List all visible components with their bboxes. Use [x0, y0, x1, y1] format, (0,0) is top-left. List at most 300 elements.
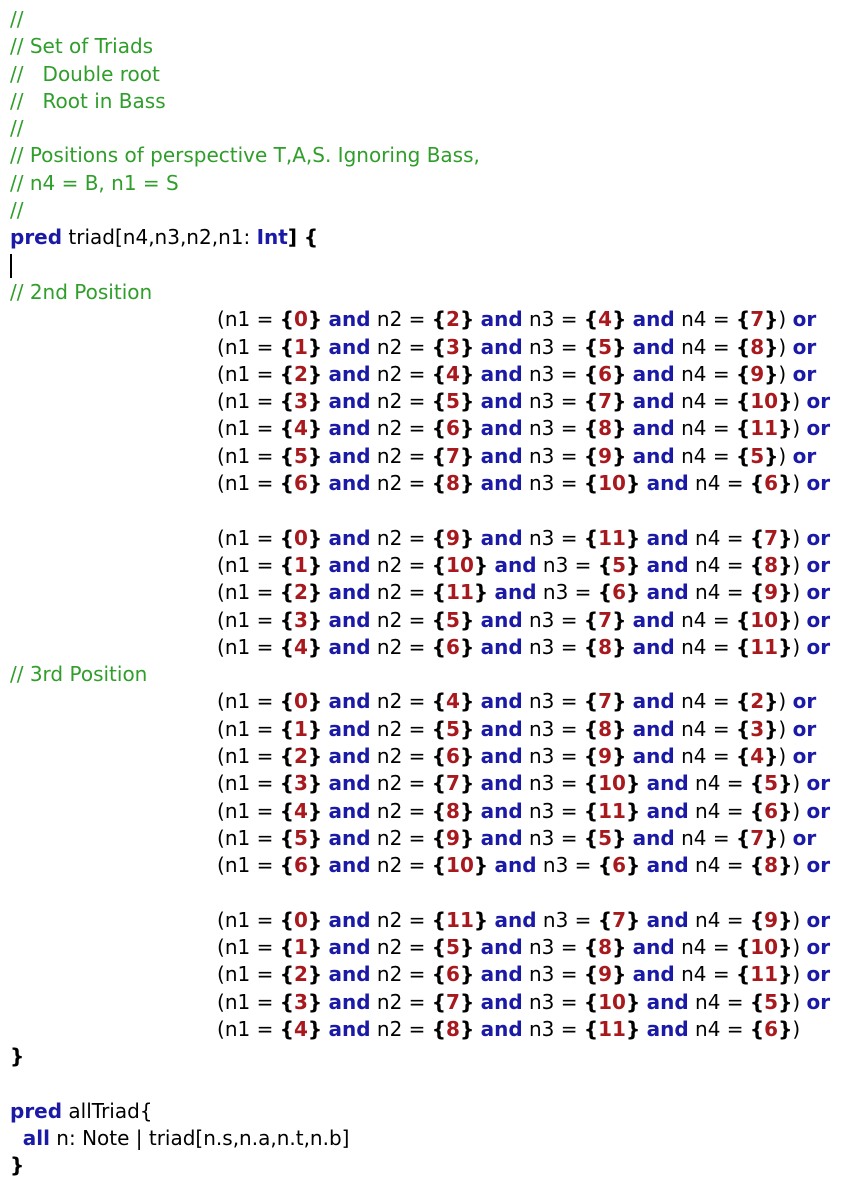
constraint-row: (n1 = {5} and n2 = {9} and n3 = {5} and n4 = {7}) or — [217, 825, 817, 850]
brace-close: } — [307, 525, 323, 550]
note-value: 8 — [598, 716, 613, 741]
var-name: n2 — [376, 634, 403, 659]
brace-open: { — [431, 389, 447, 414]
and-keyword: and — [480, 634, 523, 659]
var-name: n1 — [224, 607, 251, 632]
brace-open: { — [431, 935, 447, 960]
constraint-row: (n1 = {3} and n2 = {7} and n3 = {10} and n4 = {5}) or — [217, 771, 831, 796]
paren-close: ) — [792, 1016, 801, 1041]
and-keyword: and — [632, 825, 675, 850]
var-name: n3 — [529, 825, 555, 850]
brace-open: { — [749, 798, 765, 823]
brace-open: { — [749, 471, 765, 496]
var-name: n3 — [529, 989, 555, 1014]
note-value: 8 — [446, 798, 460, 823]
var-name: n1 — [224, 825, 251, 850]
or-keyword: or — [792, 689, 817, 714]
var-name: n2 — [376, 689, 403, 714]
note-value: 10 — [598, 989, 626, 1014]
brace-close: } — [459, 471, 475, 496]
brace-close: } — [625, 771, 641, 796]
and-keyword: and — [480, 989, 523, 1014]
int-type: Int — [256, 225, 288, 250]
brace-open: { — [749, 907, 765, 932]
triad-signature: triad[n4,n3,n2,n1: — [62, 225, 257, 250]
brace-open: { — [735, 716, 751, 741]
paren-close: ) — [792, 771, 801, 796]
brace-close: } — [778, 389, 793, 414]
var-name: n3 — [529, 389, 555, 414]
var-name: n3 — [529, 716, 555, 741]
paren-open: ( — [217, 580, 225, 605]
note-value: 8 — [764, 853, 779, 878]
brace-open: { — [431, 825, 447, 850]
var-name: n1 — [224, 689, 251, 714]
var-name: n4 — [695, 771, 721, 796]
brace-open: { — [279, 989, 294, 1014]
brace-open: { — [279, 443, 294, 468]
and-keyword: and — [632, 334, 675, 359]
note-value: 7 — [598, 607, 613, 632]
brace-open: { — [431, 771, 447, 796]
brace-close: } — [307, 307, 323, 332]
constraint-row: (n1 = {5} and n2 = {7} and n3 = {9} and n4 = {5}) or — [217, 443, 817, 468]
and-keyword: and — [480, 962, 523, 987]
brace-close: } — [307, 935, 323, 960]
brace-close: } — [625, 1016, 641, 1041]
brace-close: } — [778, 607, 793, 632]
brace-open: { — [431, 798, 447, 823]
var-name: n1 — [224, 634, 251, 659]
var-name: n4 — [681, 962, 707, 987]
brace-close: } — [307, 334, 323, 359]
brace-close: } — [307, 962, 323, 987]
brace-open: { — [279, 416, 294, 441]
paren-open: ( — [217, 989, 225, 1014]
paren-open: ( — [217, 361, 225, 386]
brace-close: } — [307, 361, 323, 386]
brace-open: { — [583, 744, 599, 769]
var-name: n1 — [224, 1016, 251, 1041]
caret-line[interactable] — [10, 252, 840, 279]
code-editor[interactable] — [10, 6, 840, 1180]
and-keyword: and — [328, 771, 371, 796]
brace-close: } — [459, 989, 475, 1014]
and-keyword: and — [494, 907, 537, 932]
brace-close: } — [459, 334, 475, 359]
comment-line: // Set of Triads — [10, 34, 154, 59]
constraint-row: (n1 = {6} and n2 = {10} and n3 = {6} and n4 = {8}) or — [217, 853, 831, 878]
rows-2nd-position-a — [10, 306, 840, 497]
brace-close: } — [625, 580, 641, 605]
constraint-row: (n1 = {0} and n2 = {2} and n3 = {4} and n4 = {7}) or — [217, 307, 817, 332]
paren-close: ) — [792, 962, 801, 987]
brace-close: } — [778, 552, 793, 577]
brace-close: } — [612, 716, 627, 741]
paren-open: ( — [217, 689, 225, 714]
paren-open: ( — [217, 771, 225, 796]
brace-open: { — [279, 607, 294, 632]
var-name: n4 — [695, 525, 721, 550]
note-value: 3 — [293, 989, 308, 1014]
note-value: 6 — [598, 361, 613, 386]
brace-close: } — [473, 580, 489, 605]
var-name: n4 — [695, 798, 721, 823]
brace-open: { — [735, 962, 751, 987]
brace-close: } — [612, 744, 627, 769]
brace-close: } — [307, 989, 323, 1014]
brace-close: } — [307, 689, 323, 714]
section-2nd-position-comment: // 2nd Position — [10, 279, 153, 304]
note-value: 6 — [612, 853, 626, 878]
paren-close: ) — [778, 334, 787, 359]
brace-close: } — [459, 1016, 475, 1041]
paren-open: ( — [217, 825, 225, 850]
and-keyword: and — [632, 935, 675, 960]
var-name: n2 — [376, 1016, 403, 1041]
var-name: n3 — [529, 443, 555, 468]
constraint-row: (n1 = {2} and n2 = {6} and n3 = {9} and n4 = {11}) or — [217, 962, 831, 987]
var-name: n1 — [224, 334, 251, 359]
note-value: 7 — [764, 525, 779, 550]
paren-close: ) — [792, 989, 801, 1014]
comment-line: // n4 = B, n1 = S — [10, 170, 179, 195]
paren-open: ( — [217, 525, 225, 550]
brace-open: { — [583, 389, 599, 414]
var-name: n3 — [529, 634, 555, 659]
note-value: 0 — [293, 307, 308, 332]
or-keyword: or — [792, 825, 817, 850]
note-value: 11 — [750, 416, 779, 441]
note-value: 9 — [446, 825, 460, 850]
note-value: 9 — [764, 580, 779, 605]
var-name: n3 — [529, 361, 555, 386]
note-value: 9 — [750, 361, 765, 386]
note-value: 8 — [446, 1016, 460, 1041]
note-value: 4 — [750, 744, 765, 769]
or-keyword: or — [806, 607, 831, 632]
var-name: n4 — [681, 416, 707, 441]
and-keyword: and — [328, 716, 371, 741]
and-keyword: and — [480, 607, 523, 632]
var-name: n1 — [224, 307, 251, 332]
brace-close: } — [307, 771, 323, 796]
brace-open: { — [279, 580, 294, 605]
var-name: n4 — [681, 389, 707, 414]
brace-open: { — [749, 525, 765, 550]
brace-close: } — [307, 825, 323, 850]
alltriad-close-brace: } — [10, 1153, 25, 1178]
comment-line: // Double root — [10, 61, 160, 86]
and-keyword: and — [646, 552, 689, 577]
var-name: n4 — [681, 744, 707, 769]
brace-open: { — [597, 853, 613, 878]
and-keyword: and — [480, 935, 523, 960]
paren-open: ( — [217, 443, 225, 468]
brace-open: { — [583, 771, 599, 796]
brace-close: } — [612, 825, 627, 850]
paren-open: ( — [217, 634, 225, 659]
var-name: n3 — [542, 552, 569, 577]
var-name: n1 — [224, 744, 251, 769]
note-value: 2 — [750, 689, 765, 714]
or-keyword: or — [792, 307, 817, 332]
var-name: n4 — [695, 989, 721, 1014]
blank-line — [10, 497, 840, 524]
var-name: n2 — [376, 307, 403, 332]
paren-close: ) — [778, 307, 787, 332]
brace-close: } — [764, 307, 779, 332]
var-name: n3 — [529, 471, 555, 496]
pred-triad-line — [10, 224, 840, 251]
or-keyword: or — [806, 935, 831, 960]
brace-open: { — [749, 552, 765, 577]
brace-open: { — [431, 989, 447, 1014]
brace-open: { — [583, 1016, 599, 1041]
pred-keyword: pred — [10, 225, 63, 250]
and-keyword: and — [328, 307, 371, 332]
rows-2nd-position-b — [10, 525, 840, 661]
paren-close: ) — [778, 825, 787, 850]
and-keyword: and — [494, 580, 537, 605]
var-name: n1 — [224, 552, 251, 577]
brace-open: { — [279, 825, 294, 850]
brace-close: } — [307, 443, 323, 468]
brace-close: } — [612, 443, 627, 468]
paren-open: ( — [217, 853, 225, 878]
var-name: n4 — [681, 825, 707, 850]
var-name: n4 — [695, 471, 721, 496]
and-keyword: and — [328, 525, 371, 550]
comment-line: // — [10, 198, 24, 223]
var-name: n3 — [529, 525, 555, 550]
var-name: n2 — [376, 525, 403, 550]
brace-close: } — [307, 607, 323, 632]
comment-line: // — [10, 7, 24, 31]
section-3rd-position-comment: // 3rd Position — [10, 662, 148, 687]
brace-open: { — [583, 416, 599, 441]
and-keyword: and — [328, 744, 371, 769]
brace-open: { — [431, 552, 447, 577]
brace-close: } — [612, 334, 627, 359]
note-value: 2 — [293, 962, 308, 987]
note-value: 5 — [612, 552, 626, 577]
brace-close: } — [764, 716, 779, 741]
brace-open: { — [583, 689, 599, 714]
or-keyword: or — [806, 634, 831, 659]
brace-close: } — [612, 389, 627, 414]
and-keyword: and — [328, 1016, 371, 1041]
var-name: n4 — [695, 1016, 721, 1041]
brace-open: { — [583, 607, 599, 632]
or-keyword: or — [792, 716, 817, 741]
var-name: n3 — [529, 962, 555, 987]
var-name: n1 — [224, 798, 251, 823]
note-value: 6 — [446, 416, 460, 441]
note-value: 11 — [750, 634, 779, 659]
brace-open: { — [279, 634, 294, 659]
brace-close: } — [459, 935, 475, 960]
brace-open: { — [279, 361, 294, 386]
and-keyword: and — [328, 962, 371, 987]
brace-close: } — [625, 853, 641, 878]
and-keyword: and — [328, 634, 371, 659]
pred-keyword: pred — [10, 1098, 63, 1123]
brace-close: } — [778, 416, 793, 441]
and-keyword: and — [632, 744, 675, 769]
constraint-row: (n1 = {1} and n2 = {5} and n3 = {8} and n4 = {10}) or — [217, 935, 831, 960]
brace-close: } — [778, 962, 793, 987]
note-value: 1 — [293, 552, 308, 577]
brace-close: } — [778, 771, 793, 796]
var-name: n2 — [376, 825, 403, 850]
brace-close: } — [625, 471, 641, 496]
and-keyword: and — [328, 471, 371, 496]
note-value: 5 — [764, 771, 779, 796]
and-keyword: and — [328, 580, 371, 605]
var-name: n1 — [224, 525, 251, 550]
or-keyword: or — [792, 334, 817, 359]
blank-line — [10, 1071, 840, 1098]
or-keyword: or — [806, 525, 831, 550]
and-keyword: and — [328, 989, 371, 1014]
brace-open: { — [583, 443, 599, 468]
brace-open: { — [279, 935, 294, 960]
or-keyword: or — [806, 853, 831, 878]
var-name: n4 — [681, 716, 707, 741]
brace-open: { — [735, 334, 751, 359]
constraint-row: (n1 = {4} and n2 = {8} and n3 = {11} and n4 = {6}) — [217, 1016, 801, 1041]
brace-open: { — [279, 307, 294, 332]
brace-open: { — [431, 634, 447, 659]
note-value: 2 — [293, 361, 308, 386]
and-keyword: and — [328, 552, 371, 577]
brace-open: { — [735, 634, 751, 659]
paren-close: ) — [778, 443, 787, 468]
note-value: 11 — [446, 907, 474, 932]
or-keyword: or — [806, 798, 831, 823]
note-value: 5 — [750, 443, 765, 468]
note-value: 9 — [598, 744, 613, 769]
brace-open: { — [431, 853, 447, 878]
brace-open: { — [735, 689, 751, 714]
and-keyword: and — [494, 552, 537, 577]
paren-open: ( — [217, 389, 225, 414]
or-keyword: or — [806, 989, 831, 1014]
and-keyword: and — [328, 607, 371, 632]
note-value: 4 — [293, 634, 308, 659]
note-value: 11 — [598, 525, 626, 550]
note-value: 7 — [750, 825, 765, 850]
brace-close: } — [625, 989, 641, 1014]
var-name: n1 — [224, 443, 251, 468]
paren-close: ) — [792, 580, 801, 605]
and-keyword: and — [480, 443, 523, 468]
note-value: 3 — [293, 607, 308, 632]
paren-open: ( — [217, 798, 225, 823]
var-name: n2 — [376, 607, 403, 632]
and-keyword: and — [480, 744, 523, 769]
note-value: 6 — [293, 471, 308, 496]
note-value: 6 — [612, 580, 626, 605]
all-keyword: all — [22, 1126, 50, 1151]
brace-open: { — [431, 307, 447, 332]
brace-close: } — [612, 962, 627, 987]
brace-close: } — [612, 416, 627, 441]
var-name: n3 — [529, 771, 555, 796]
var-name: n1 — [224, 907, 251, 932]
paren-close: ) — [792, 798, 801, 823]
constraint-row: (n1 = {2} and n2 = {6} and n3 = {9} and n4 = {4}) or — [217, 744, 817, 769]
paren-open: ( — [217, 744, 225, 769]
note-value: 9 — [598, 443, 613, 468]
brace-open: { — [735, 443, 751, 468]
var-name: n2 — [376, 962, 403, 987]
and-keyword: and — [632, 962, 675, 987]
brace-close: } — [307, 853, 323, 878]
brace-close: } — [459, 689, 475, 714]
constraint-row: (n1 = {1} and n2 = {5} and n3 = {8} and n4 = {3}) or — [217, 716, 817, 741]
note-value: 8 — [598, 935, 613, 960]
var-name: n3 — [529, 334, 555, 359]
var-name: n2 — [376, 443, 403, 468]
note-value: 7 — [446, 989, 460, 1014]
note-value: 2 — [446, 307, 460, 332]
brace-open: { — [431, 962, 447, 987]
note-value: 11 — [750, 962, 779, 987]
var-name: n4 — [695, 907, 721, 932]
brace-open: { — [583, 307, 599, 332]
note-value: 5 — [446, 607, 460, 632]
note-value: 7 — [750, 307, 765, 332]
brace-open: { — [735, 825, 751, 850]
brace-open: { — [431, 716, 447, 741]
brace-close: } — [778, 471, 793, 496]
and-keyword: and — [480, 825, 523, 850]
or-keyword: or — [806, 389, 831, 414]
brace-open: { — [749, 989, 765, 1014]
var-name: n1 — [224, 416, 251, 441]
note-value: 5 — [293, 443, 308, 468]
paren-open: ( — [217, 307, 225, 332]
var-name: n4 — [695, 552, 721, 577]
or-keyword: or — [806, 471, 831, 496]
brace-close: } — [307, 798, 323, 823]
brace-open: { — [431, 744, 447, 769]
var-name: n1 — [224, 471, 251, 496]
var-name: n1 — [224, 580, 251, 605]
paren-close: ) — [792, 607, 801, 632]
alltriad-body-line — [10, 1125, 840, 1152]
var-name: n4 — [681, 307, 707, 332]
var-name: n4 — [695, 580, 721, 605]
brace-close: } — [307, 580, 323, 605]
and-keyword: and — [646, 989, 689, 1014]
brace-close: } — [612, 689, 627, 714]
brace-close: } — [473, 853, 489, 878]
note-value: 8 — [598, 416, 613, 441]
brace-open: { — [583, 334, 599, 359]
brace-close: } — [307, 716, 323, 741]
var-name: n4 — [695, 853, 721, 878]
and-keyword: and — [646, 907, 689, 932]
note-value: 11 — [446, 580, 474, 605]
brace-open: { — [431, 580, 447, 605]
paren-close: ) — [792, 853, 801, 878]
paren-open: ( — [217, 907, 225, 932]
brace-close: } — [459, 771, 475, 796]
constraint-row: (n1 = {4} and n2 = {6} and n3 = {8} and n4 = {11}) or — [217, 416, 831, 441]
